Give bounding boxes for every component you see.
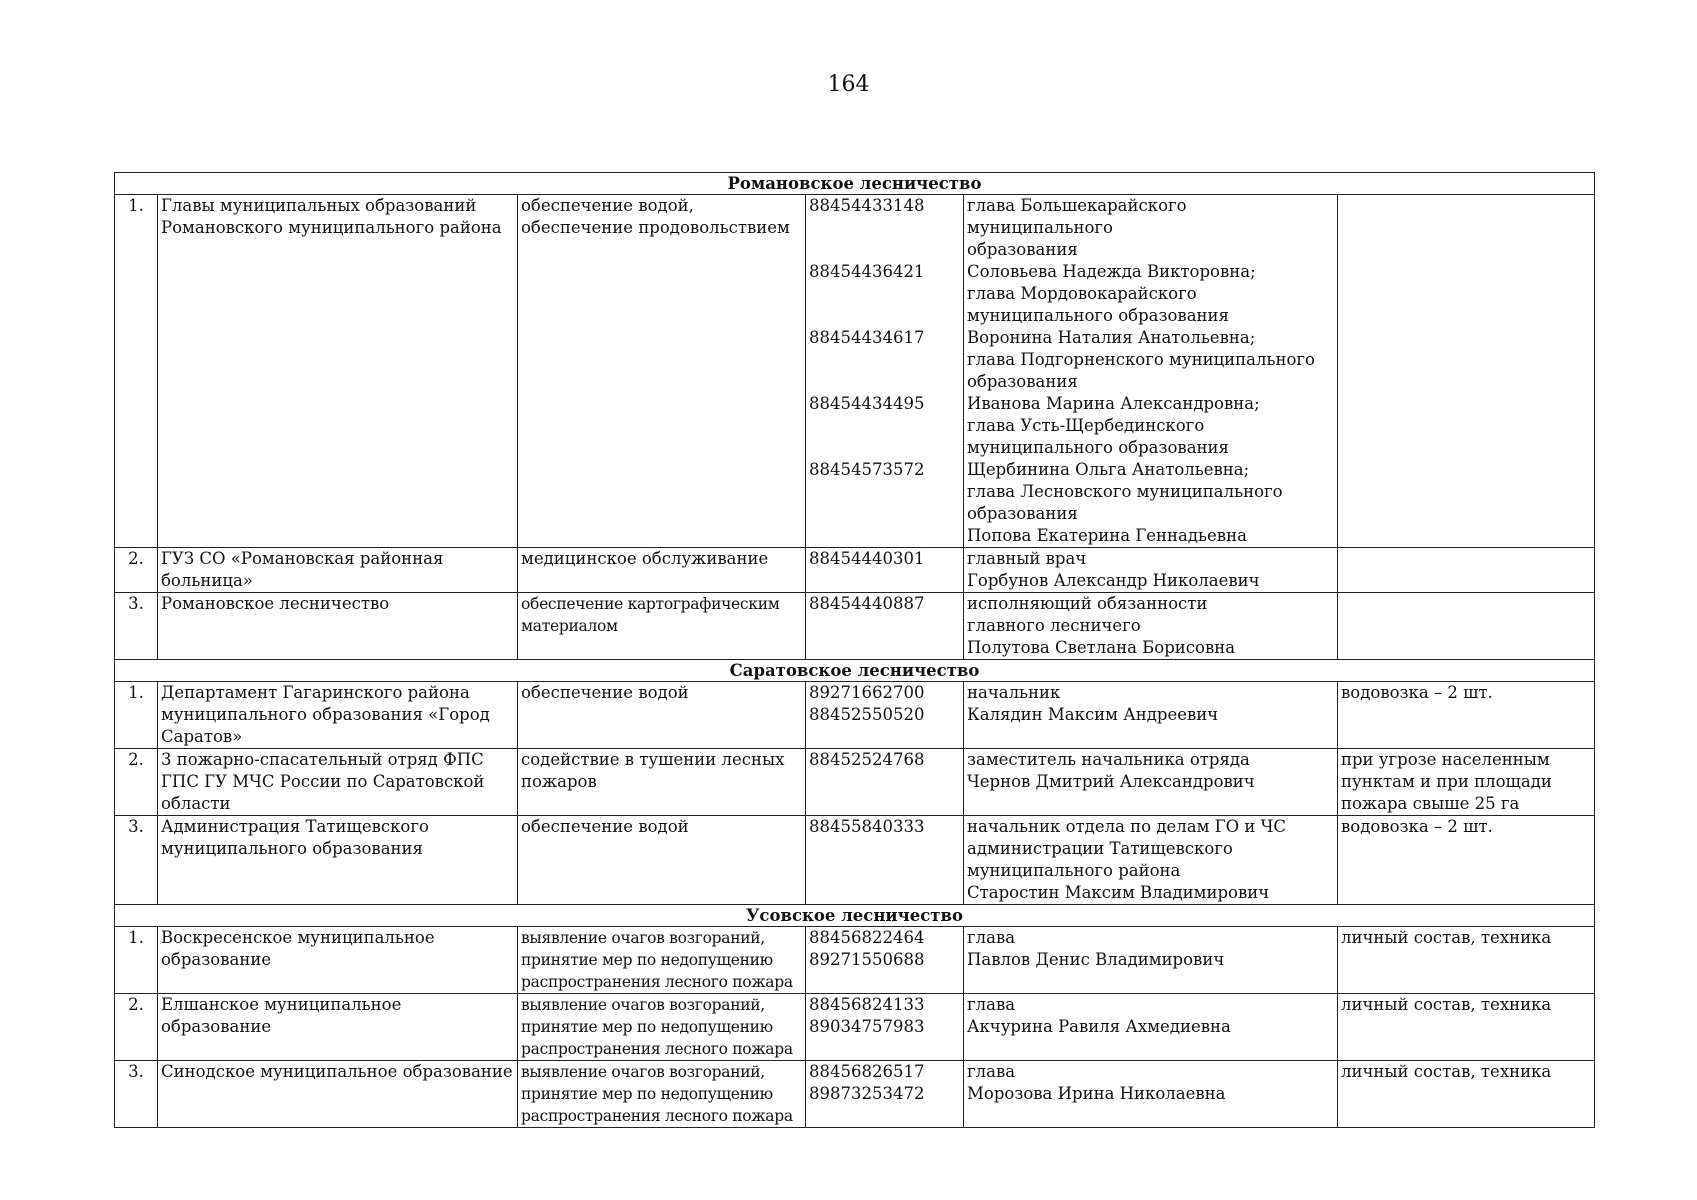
phones-cell <box>806 994 964 1061</box>
contact-cell <box>964 1061 1338 1128</box>
organization-cell: ГУЗ СО «Романовская районная больница» <box>158 548 518 593</box>
table-row <box>115 994 1595 1061</box>
contact-line: главный врач <box>967 549 1087 568</box>
organization-cell: Воскресенское муниципальное образование <box>158 927 518 994</box>
contact-line: главного лесничего <box>967 616 1141 635</box>
contact-line: Воронина Наталия Анатольевна; <box>967 328 1256 347</box>
phone-number: 88454573572 <box>809 460 925 479</box>
contact-line: начальник <box>967 683 1061 702</box>
contact-cell <box>964 749 1338 816</box>
phone-number <box>809 217 960 239</box>
contact-line: Попова Екатерина Геннадьевна <box>967 526 1247 545</box>
phone-number <box>809 481 960 503</box>
contact-line: муниципального образования <box>967 306 1229 325</box>
organization-cell: Администрация Татищевского муниципального образования <box>158 816 518 905</box>
table-row <box>115 749 1595 816</box>
phone-number: 88452524768 <box>809 750 925 769</box>
organization-cell: 3 пожарно-спасательный отряд ФПС ГПС ГУ МЧС России по Саратовской области <box>158 749 518 816</box>
phone-number: 88456822464 <box>809 928 925 947</box>
contact-cell <box>964 682 1338 749</box>
note-cell: при угрозе населенным пунктам и при площади пожара свыше 25 га <box>1338 749 1595 816</box>
task-cell: выявление очагов возгораний, принятие мер по недопущению распространения лесного пожара <box>518 927 806 994</box>
phones-cell <box>806 927 964 994</box>
task-cell: обеспечение водой <box>518 682 806 749</box>
table-row <box>115 682 1595 749</box>
phone-number <box>809 283 960 305</box>
contact-cell <box>964 994 1338 1061</box>
phone-number <box>809 305 960 327</box>
task-cell: обеспечение водой, обеспечение продовольствием <box>518 195 806 548</box>
note-cell: водовозка – 2 шт. <box>1338 816 1595 905</box>
phone-number: 88454433148 <box>809 196 925 215</box>
contact-cell <box>964 927 1338 994</box>
contact-cell <box>964 816 1338 905</box>
row-number: 3. <box>115 816 158 905</box>
phones-cell <box>806 749 964 816</box>
task-cell: выявление очагов возгораний, принятие мер по недопущению распространения лесного пожара <box>518 1061 806 1128</box>
contact-line: начальник отдела по делам ГО и ЧС <box>967 817 1286 836</box>
phone-number <box>809 437 960 459</box>
phones-cell <box>806 682 964 749</box>
row-number: 1. <box>115 195 158 548</box>
contact-line: Иванова Марина Александровна; <box>967 394 1260 413</box>
section-header-row <box>115 173 1595 195</box>
contact-cell <box>964 593 1338 660</box>
phones-cell <box>806 195 964 548</box>
phone-number: 88454440887 <box>809 594 925 613</box>
note-cell <box>1338 548 1595 593</box>
organization-cell: Синодское муниципальное образование <box>158 1061 518 1128</box>
contact-line: глава <box>967 995 1016 1014</box>
table-row <box>115 593 1595 660</box>
section-header-row <box>115 905 1595 927</box>
section-title: Саратовское лесничество <box>115 660 1595 682</box>
task-cell: выявление очагов возгораний, принятие мер по недопущению распространения лесного пожара <box>518 994 806 1061</box>
section-title: Усовское лесничество <box>115 905 1595 927</box>
phones-cell <box>806 593 964 660</box>
contact-line: Морозова Ирина Николаевна <box>967 1084 1226 1103</box>
note-cell <box>1338 195 1595 548</box>
phone-number <box>809 371 960 393</box>
table-row <box>115 1061 1595 1128</box>
contact-line: муниципального района <box>967 861 1181 880</box>
organization-cell: Романовское лесничество <box>158 593 518 660</box>
contact-line: Старостин Максим Владимирович <box>967 883 1270 902</box>
contact-line: образования <box>967 240 1078 259</box>
contact-line: администрации Татищевского <box>967 839 1233 858</box>
contact-line: исполняющий обязанности <box>967 594 1208 613</box>
phones-cell <box>806 548 964 593</box>
task-cell: обеспечение картографическим материалом <box>518 593 806 660</box>
phone-number: 89271550688 <box>809 950 925 969</box>
section-title: Романовское лесничество <box>115 173 1595 195</box>
table-row <box>115 195 1595 548</box>
contact-line: Чернов Дмитрий Александрович <box>967 772 1255 791</box>
task-cell: содействие в тушении лесных пожаров <box>518 749 806 816</box>
contact-line: заместитель начальника отряда <box>967 750 1250 769</box>
phone-number: 88455840333 <box>809 817 925 836</box>
contact-line: Соловьева Надежда Викторовна; <box>967 262 1256 281</box>
contact-cell <box>964 548 1338 593</box>
organization-cell: Главы муниципальных образований Романовского муниципального района <box>158 195 518 548</box>
contact-line: глава <box>967 1062 1016 1081</box>
contact-line: глава Большекарайского муниципального <box>967 196 1187 237</box>
table-row <box>115 927 1595 994</box>
phone-number: 88454440301 <box>809 549 925 568</box>
row-number: 1. <box>115 927 158 994</box>
task-cell: медицинское обслуживание <box>518 548 806 593</box>
phone-number <box>809 239 960 261</box>
contact-line: образования <box>967 504 1078 523</box>
phone-number <box>809 503 960 525</box>
section-header-row <box>115 660 1595 682</box>
contact-line: Горбунов Александр Николаевич <box>967 571 1260 590</box>
note-cell: личный состав, техника <box>1338 927 1595 994</box>
phones-cell <box>806 816 964 905</box>
phone-number <box>809 349 960 371</box>
phone-number: 89271662700 <box>809 683 925 702</box>
contact-line: Павлов Денис Владимирович <box>967 950 1225 969</box>
phone-number: 89873253472 <box>809 1084 925 1103</box>
organization-cell: Елшанское муниципальное образование <box>158 994 518 1061</box>
contact-line: глава Лесновского муниципального <box>967 482 1283 501</box>
contact-line: Полутова Светлана Борисовна <box>967 638 1236 657</box>
row-number: 2. <box>115 749 158 816</box>
phone-number: 88452550520 <box>809 705 925 724</box>
row-number: 3. <box>115 593 158 660</box>
task-cell: обеспечение водой <box>518 816 806 905</box>
phone-number <box>809 415 960 437</box>
organization-cell: Департамент Гагаринского района муниципального образования «Город Саратов» <box>158 682 518 749</box>
note-cell <box>1338 593 1595 660</box>
contact-line: глава <box>967 928 1016 947</box>
contact-line: образования <box>967 372 1078 391</box>
table-row <box>115 548 1595 593</box>
page-number: 164 <box>827 72 870 97</box>
row-number: 3. <box>115 1061 158 1128</box>
phone-number: 88454434495 <box>809 394 925 413</box>
table-body <box>115 173 1595 1128</box>
contact-line: Щербинина Ольга Анатольевна; <box>967 460 1250 479</box>
contact-line: глава Мордовокарайского <box>967 284 1197 303</box>
note-cell: личный состав, техника <box>1338 1061 1595 1128</box>
contacts-table <box>114 172 1595 1128</box>
table-row <box>115 816 1595 905</box>
phone-number: 88454434617 <box>809 328 925 347</box>
note-cell: водовозка – 2 шт. <box>1338 682 1595 749</box>
phone-number: 89034757983 <box>809 1017 925 1036</box>
phone-number: 88456826517 <box>809 1062 925 1081</box>
contact-line: муниципального образования <box>967 438 1229 457</box>
row-number: 2. <box>115 994 158 1061</box>
phone-number: 88454436421 <box>809 262 925 281</box>
note-cell: личный состав, техника <box>1338 994 1595 1061</box>
contact-line: Калядин Максим Андреевич <box>967 705 1219 724</box>
contact-line: глава Подгорненского муниципального <box>967 350 1315 369</box>
row-number: 2. <box>115 548 158 593</box>
row-number: 1. <box>115 682 158 749</box>
phones-cell <box>806 1061 964 1128</box>
contact-cell <box>964 195 1338 548</box>
phone-number: 88456824133 <box>809 995 925 1014</box>
contact-line: глава Усть-Щербединского <box>967 416 1205 435</box>
contact-line: Акчурина Равиля Ахмедиевна <box>967 1017 1231 1036</box>
